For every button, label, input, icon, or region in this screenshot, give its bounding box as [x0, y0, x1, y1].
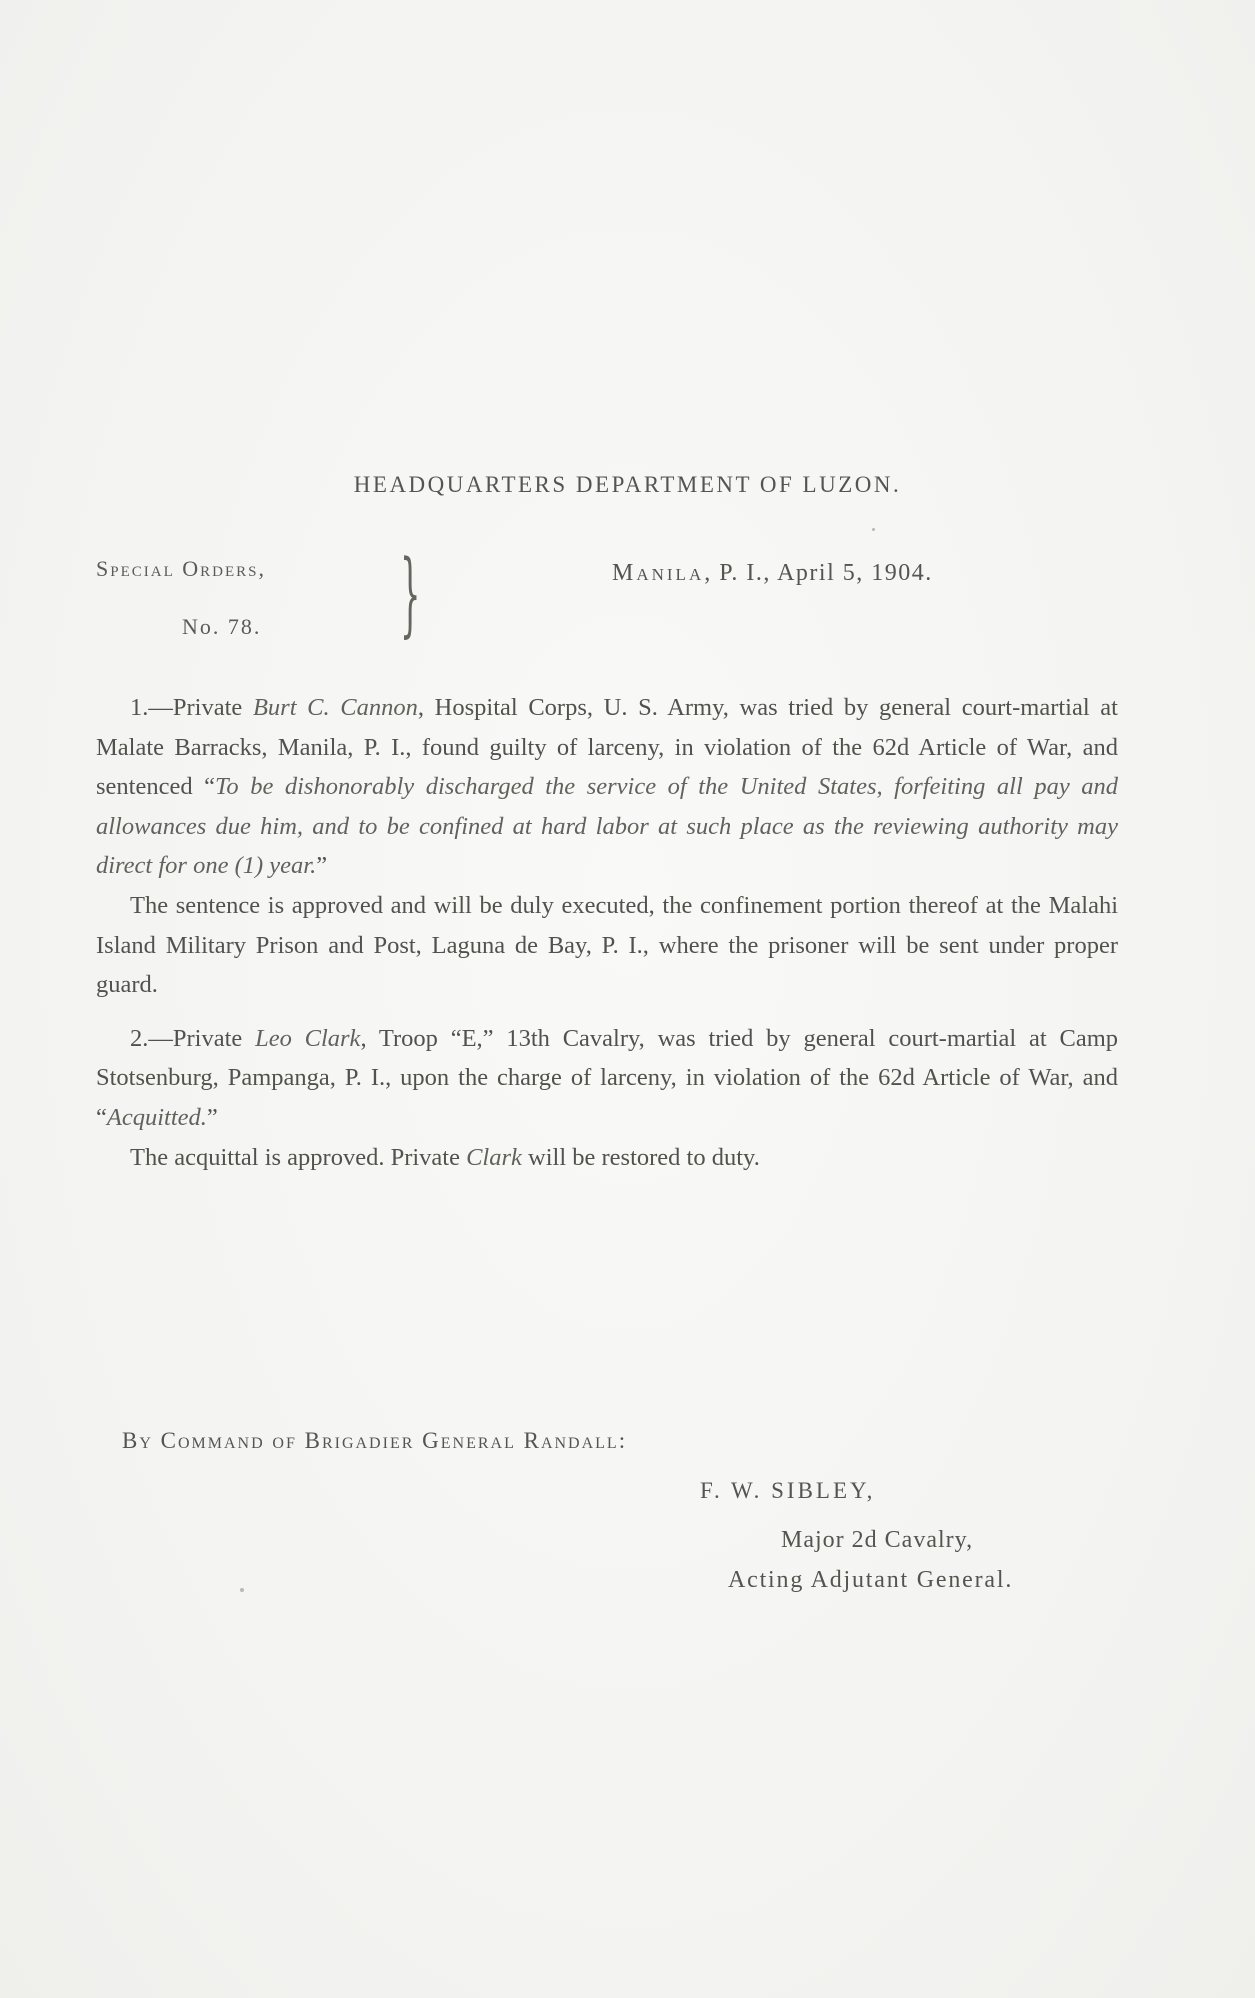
order-body: [96, 688, 1118, 1177]
paragraph-2: The sentence is approved and will be duly executed, the confinement portion thereof at the Malahi Island Military Prison and Post, Laguna de Bay, P. I., where the prisoner will be sent under proper guard.: [96, 891, 1118, 999]
special-orders-number: No. 78.: [182, 614, 262, 639]
paragraph-4-text: will be restored to duty.: [521, 1143, 760, 1171]
paper-speck: [240, 1588, 244, 1592]
paragraph-4-lead: The acquittal is approved. Private: [130, 1143, 467, 1171]
paper-speck: [872, 528, 875, 531]
place-name: Manila: [612, 560, 705, 586]
paragraph-1-lead: 1.—Private: [130, 694, 253, 721]
signatory-rank: Major 2d Cavalry,: [781, 1527, 974, 1553]
paragraph-3-lead: 2.—Private: [130, 1024, 256, 1052]
sentence-quote: To be dishonorably discharged the service of the United States, forfeiting all pay and allowances due him, and to be confined at hard labor at such place as the reviewing authority may direct for one (1) year.: [96, 773, 1118, 880]
acquitted-quote: Acquitted.: [106, 1103, 207, 1131]
signatory-name: F. W. SIBLEY,: [700, 1478, 876, 1503]
signatory-title: Acting Adjutant General.: [728, 1567, 1014, 1593]
private-name-clark: Leo Clark: [255, 1024, 361, 1052]
date-line: , P. I., April 5, 1904.: [704, 560, 933, 586]
paragraph-4: [96, 1138, 1118, 1178]
paragraph-3: [96, 1019, 1118, 1138]
document-heading: HEADQUARTERS DEPARTMENT OF LUZON.: [353, 472, 902, 497]
paragraph-1-close: ”: [316, 852, 328, 880]
paragraph-1: [96, 688, 1118, 886]
brace-mark: }: [400, 540, 421, 647]
paragraph-3-text: , Troop “E,” 13th Cavalry, was tried by general court-martial at Camp Stotsenburg, Pampanga, P. I., upon the charge of larceny, in violation of the 62d Article of War, and “: [96, 1024, 1119, 1131]
paragraph-1-text: , Hospital Corps, U. S. Army, was tried by general court-martial at Malate Barracks, Manila, P. I., found guilty of larceny, in violation of the 62d Article of War, and sentenced “: [96, 694, 1118, 801]
by-command-line: By Command of Brigadier General Randall:: [122, 1428, 628, 1453]
place-and-date: [612, 560, 933, 587]
private-name-cannon: Burt C. Cannon: [252, 694, 418, 721]
special-orders-label: Special Orders,: [96, 556, 266, 581]
private-name-clark-2: Clark: [466, 1143, 522, 1171]
paragraph-3-close: ”: [206, 1103, 218, 1131]
